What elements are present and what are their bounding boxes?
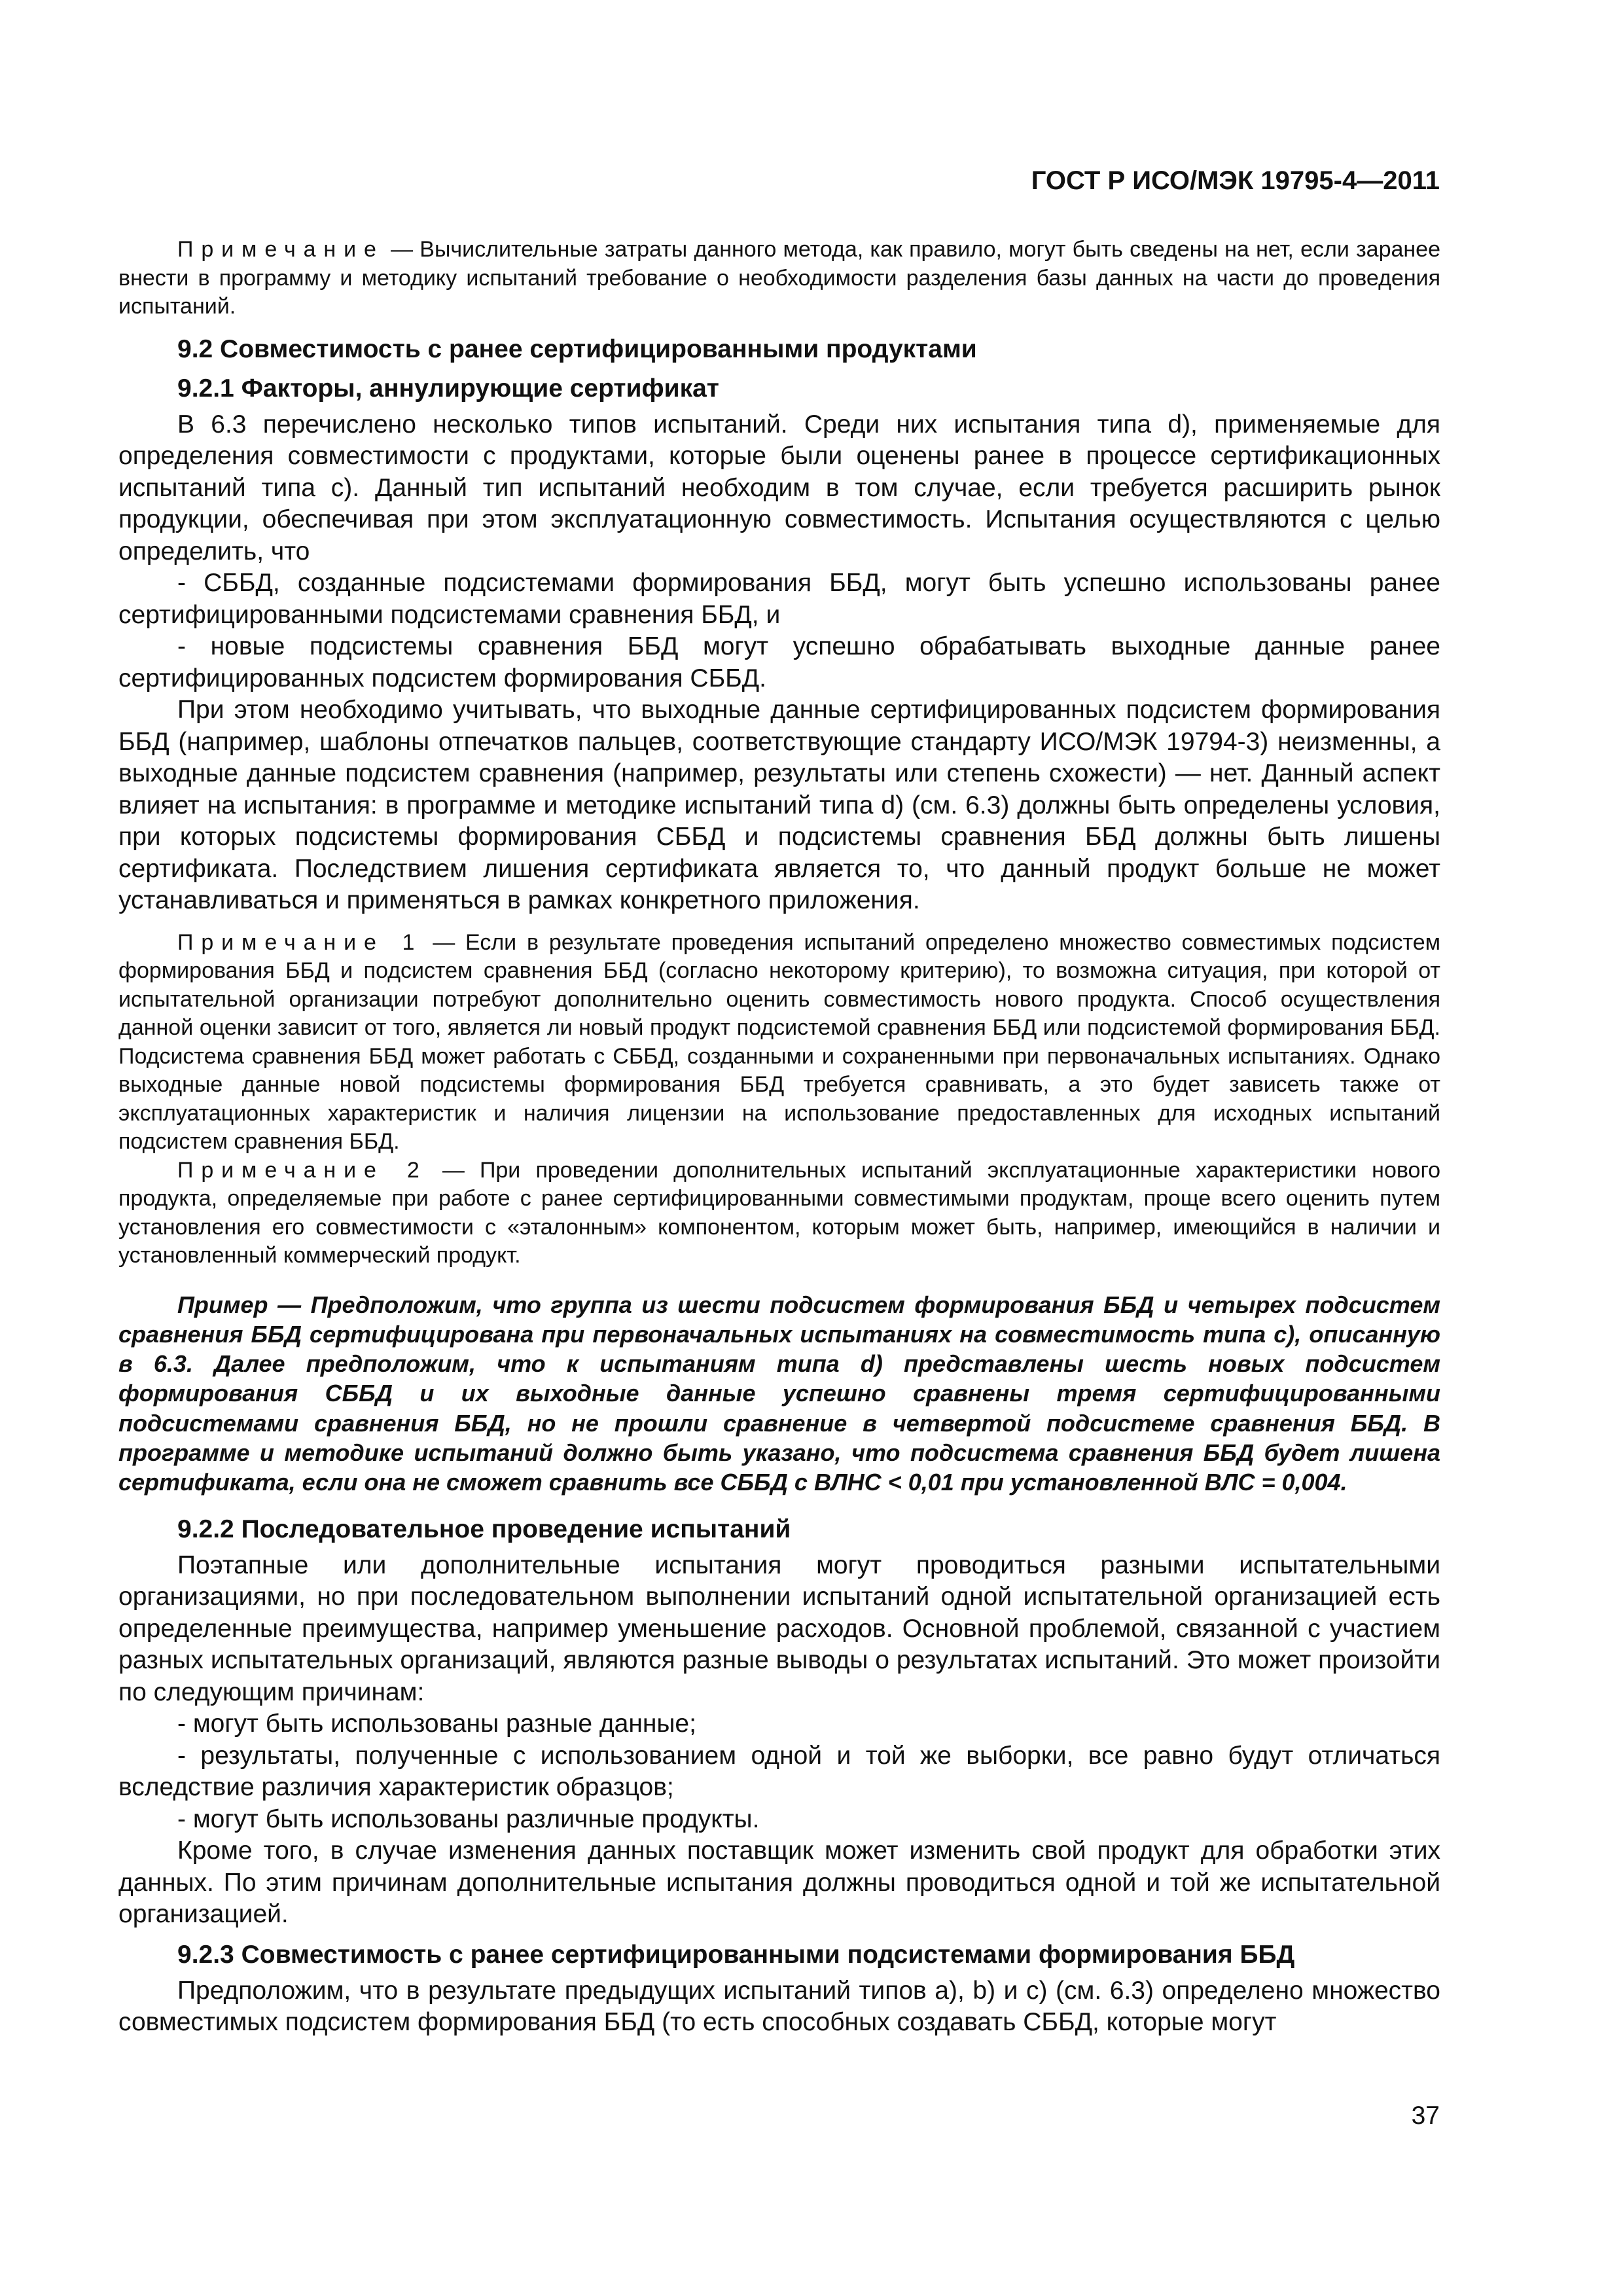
paragraph: Предположим, что в результате предыдущих испытаний типов a), b) и c) (см. 6.3) определено множество совместимых подсистем формирования ББД (то есть способных создавать СББД, которые могут bbox=[118, 1976, 1440, 2037]
note-2 bbox=[118, 1157, 1440, 1270]
note-1 bbox=[118, 929, 1440, 1157]
note-label: Примечание 1 bbox=[177, 929, 423, 955]
list-item: - могут быть использованы разные данные; bbox=[177, 1710, 696, 1738]
paragraph: Поэтапные или дополнительные испытания могут проводиться разными испытательными организациями, но при последовательном выполнении испытаний одной испытательной организацией есть определенные преимущества, например уменьшение расходов. Основной проблемой, связанной с участием разных испытательных организаций, являются разные выводы о результатах испытаний. Это может произойти по следующим причинам: bbox=[118, 1551, 1440, 1706]
heading-9-2-3: 9.2.3 Совместимость с ранее сертифицированными подсистемами формирования ББД bbox=[177, 1940, 1295, 1969]
note-text: — Если в результате проведения испытаний определено множество совместимых подсистем формирования ББД и подсистем сравнения ББД (согласно некоторому критерию), то возможна ситуация, при которой от испытательной организации потребуют дополнительно оценить совместимость нового продукта. Способ осуществления данной оценки зависит от того, является ли новый продукт подсистемой сравнения ББД или подсистемой формирования ББД. Подсистема сравнения ББД может работать с СББД, созданными и сохраненными при первоначальных испытаниях. Однако выходные данные новой подсистемы формирования ББД требуется сравнивать, а это будет зависеть также от эксплуатационных характеристик и наличия лицензии на использование предоставленных для исходных испытаний подсистем сравнения ББД. bbox=[118, 929, 1440, 1154]
paragraph: Кроме того, в случае изменения данных поставщик может изменить свой продукт для обработки этих данных. По этим причинам дополнительные испытания должны проводиться одной и той же испытательной организацией. bbox=[118, 1837, 1440, 1929]
heading-9-2-1: 9.2.1 Факторы, аннулирующие сертификат bbox=[177, 374, 719, 403]
heading-9-2-2: 9.2.2 Последовательное проведение испытаний bbox=[177, 1515, 791, 1543]
note-label: Примечание 2 bbox=[177, 1157, 427, 1183]
list-item: - результаты, полученные с использованием одной и той же выборки, все равно будут отличаться вследствие различия характеристик образцов; bbox=[118, 1741, 1440, 1802]
note-text: — При проведении дополнительных испытаний эксплуатационные характеристики нового продукта, определяемые при работе с ранее сертифицированными совместимыми продуктам, проще всего оценить путем установления его совместимости с «эталонным» компонентом, которым может быть, например, имеющийся в наличии и установленный коммерческий продукт. bbox=[118, 1157, 1441, 1268]
paragraph: В 6.3 перечислено несколько типов испытаний. Среди них испытания типа d), применяемые для определения совместимости с продуктами, которые были оценены ранее в процессе сертификационных испытаний типа c). Данный тип испытаний необходим в том случае, если требуется расширить рынок продукции, обеспечивая при этом эксплуатационную совместимость. Испытания осуществляются с целью определить, что bbox=[118, 410, 1440, 565]
list-item: - могут быть использованы различные продукты. bbox=[177, 1804, 760, 1833]
note-top bbox=[118, 236, 1440, 321]
example-block: Пример — Предположим, что группа из шести подсистем формирования ББД и четырех подсистем сравнения ББД сертифицирована при первоначальных испытаниях на совместимость типа c), описанную в 6.3. Далее предположим, что к испытаниям типа d) представлены шесть новых подсистем формирования СББД и их выходные данные успешно сравнены тремя сертифицированными подсистемами сравнения ББД, но не прошли сравнение в четвертой подсистеме сравнения ББД. В программе и методике испытаний должно быть указано, что подсистема сравнения ББД будет лишена сертификата, если она не сможет сравнить все СББД с ВЛНС < 0,01 при установленной ВЛС = 0,004. bbox=[118, 1291, 1440, 1496]
list-item: - СББД, созданные подсистемами формирования ББД, могут быть успешно использованы ранее сертифицированными подсистемами сравнения ББД, и bbox=[118, 569, 1440, 629]
paragraph: При этом необходимо учитывать, что выходные данные сертифицированных подсистем формирования ББД (например, шаблоны отпечатков пальцев, соответствующие стандарту ИСО/МЭК 19794-3) неизменны, а выходные данные подсистем сравнения (например, результаты или степень схожести) — нет. Данный аспект влияет на испытания: в программе и методике испытаний типа d) (см. 6.3) должны быть определены условия, при которых подсистемы формирования СББД и подсистемы сравнения ББД должны быть лишены сертификата. Последствием лишения сертификата является то, что данный продукт больше не может устанавливаться и применяться в рамках конкретного приложения. bbox=[118, 696, 1440, 914]
list-item: - новые подсистемы сравнения ББД могут успешно обрабатывать выходные данные ранее сертифицированных подсистем формирования СББД. bbox=[118, 632, 1440, 692]
heading-9-2: 9.2 Совместимость с ранее сертифицированными продуктами bbox=[177, 334, 977, 363]
note-label: Примечание bbox=[177, 237, 384, 262]
running-header: ГОСТ Р ИСО/МЭК 19795-4—2011 bbox=[1031, 166, 1440, 195]
page-number: 37 bbox=[1411, 2102, 1440, 2130]
note-text: — Вычислительные затраты данного метода, как правило, могут быть сведены на нет, если заранее внести в программу и методику испытаний требование о необходимости разделения базы данных на части до проведения испытаний. bbox=[118, 237, 1440, 319]
page-body bbox=[118, 236, 1440, 2039]
